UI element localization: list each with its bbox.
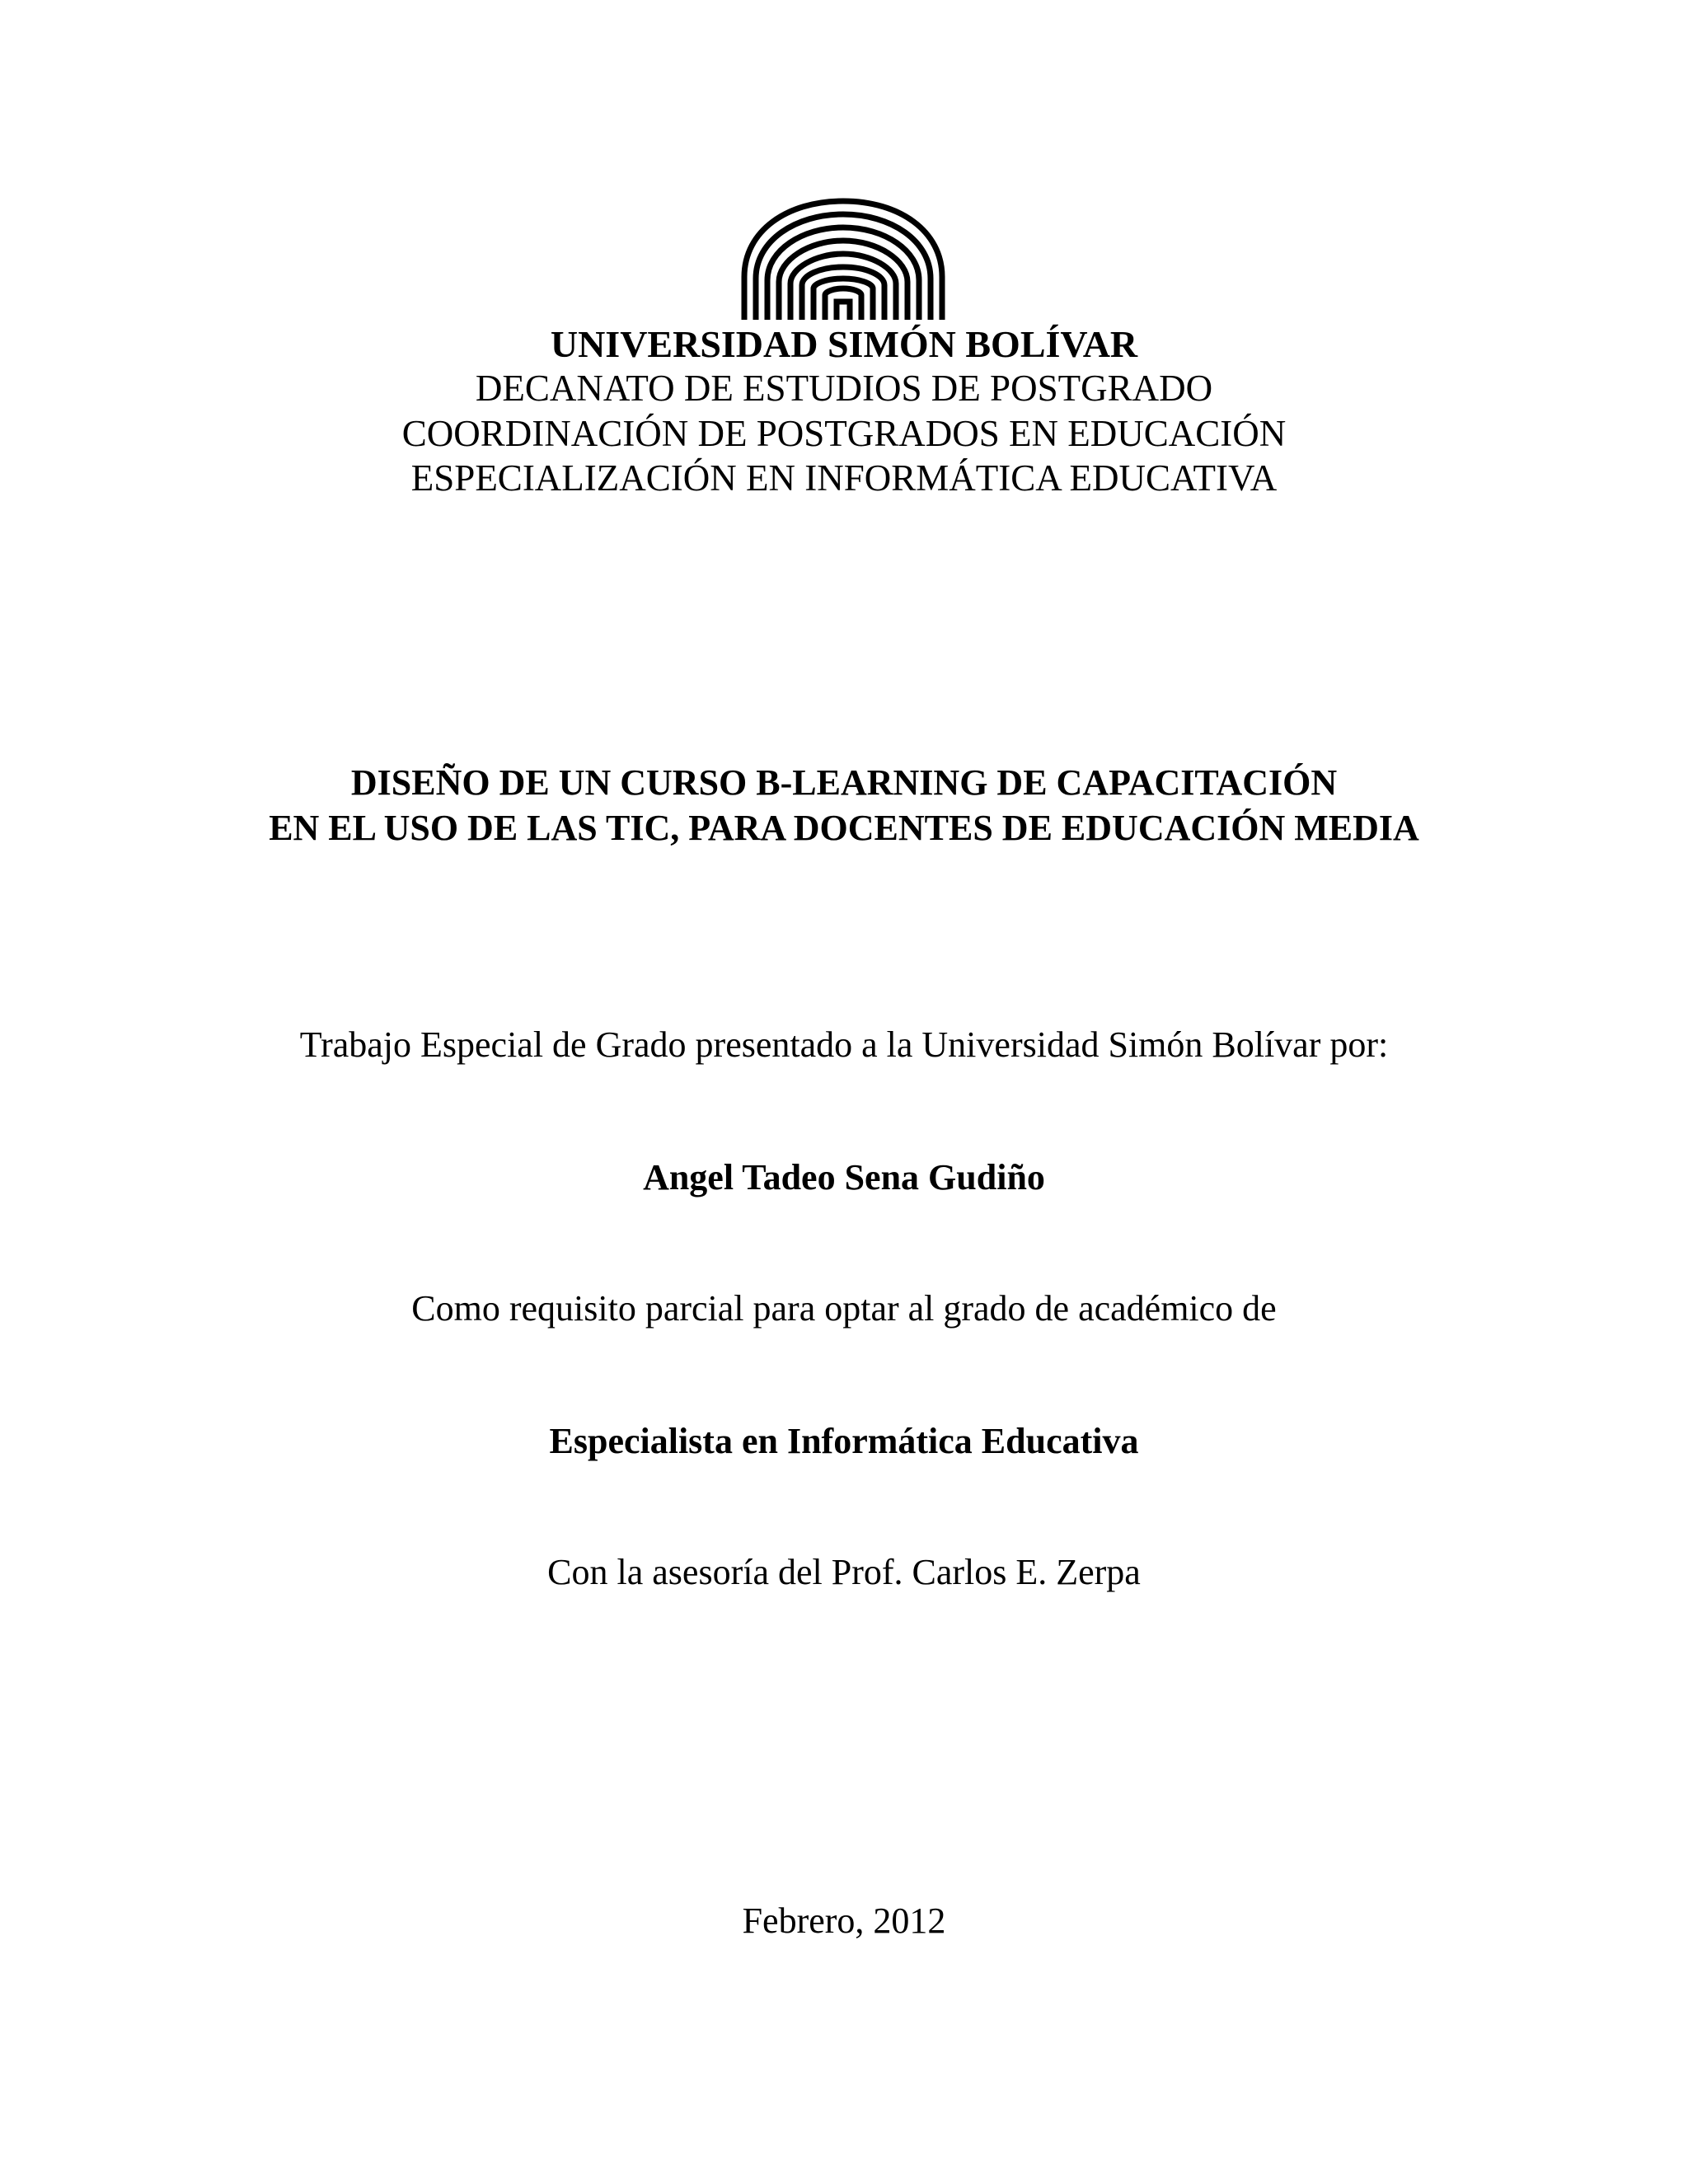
thesis-title-line-2: EN EL USO DE LAS TIC, PARA DOCENTES DE EDUCACIÓN MEDIA (269, 808, 1419, 848)
submission-date: Febrero, 2012 (742, 1900, 946, 1941)
author-name: Angel Tadeo Sena Gudiño (643, 1157, 1045, 1197)
university-arches-logo-icon (738, 196, 949, 320)
institution-name: UNIVERSIDAD SIMÓN BOLÍVAR (550, 323, 1138, 365)
advisor-statement: Con la asesoría del Prof. Carlos E. Zerpa (547, 1552, 1141, 1592)
requisite-statement: Como requisito parcial para optar al grado de académico de (411, 1288, 1277, 1329)
thesis-title-line-1: DISEÑO DE UN CURSO B-LEARNING DE CAPACITACIÓN (350, 762, 1338, 803)
presentation-statement: Trabajo Especial de Grado presentado a la Universidad Simón Bolívar por: (299, 1024, 1389, 1065)
coordination-line: COORDINACIÓN DE POSTGRADOS EN EDUCACIÓN (401, 413, 1287, 454)
department-line: DECANATO DE ESTUDIOS DE POSTGRADO (475, 368, 1213, 409)
specialization-line: ESPECIALIZACIÓN EN INFORMÁTICA EDUCATIVA (410, 457, 1278, 499)
degree-name: Especialista en Informática Educativa (549, 1421, 1139, 1461)
